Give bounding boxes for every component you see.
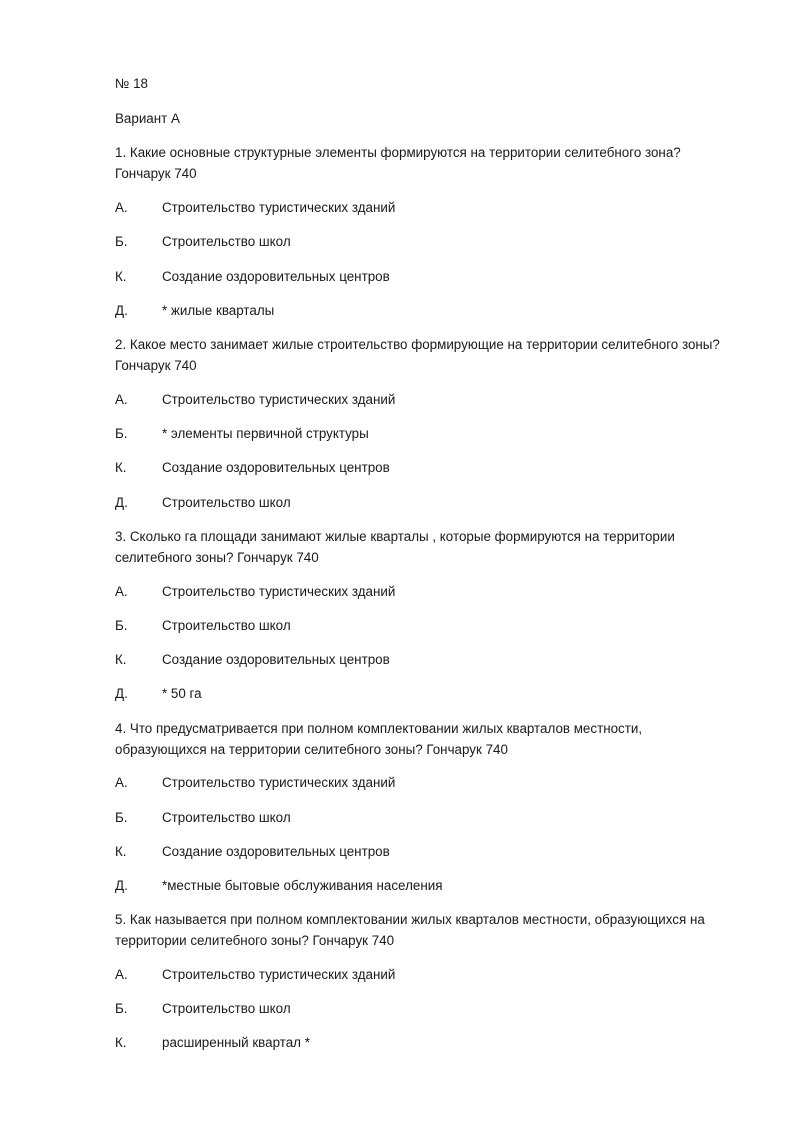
question-3-line-2: селитебного зоны? Гончарук 740 bbox=[115, 550, 319, 565]
question-4-line-1: 4. Что предусматривается при полном комплектовании жилых кварталов местности, bbox=[115, 721, 643, 736]
option-text: * 50 га bbox=[162, 686, 202, 701]
question-2-line-2: Гончарук 740 bbox=[115, 358, 197, 373]
option-text: Строительство школ bbox=[162, 810, 291, 825]
option-letter: Б. bbox=[115, 1001, 128, 1016]
option-letter: Д. bbox=[115, 303, 128, 318]
option-text: Строительство школ bbox=[162, 618, 291, 633]
option-text: Строительство школ bbox=[162, 234, 291, 249]
document-number: № 18 bbox=[115, 76, 148, 91]
option-text: Создание оздоровительных центров bbox=[162, 652, 390, 667]
option-letter: К. bbox=[115, 652, 127, 667]
option-letter: Б. bbox=[115, 618, 128, 633]
variant-heading: Вариант А bbox=[115, 111, 180, 126]
option-text: расширенный квартал * bbox=[162, 1035, 310, 1050]
option-letter: А. bbox=[115, 967, 128, 982]
option-letter: А. bbox=[115, 584, 128, 599]
question-4-line-2: образующихся на территории селитебного зоны? Гончарук 740 bbox=[115, 742, 508, 757]
option-text: * жилые кварталы bbox=[162, 303, 275, 318]
option-text: Создание оздоровительных центров bbox=[162, 460, 390, 475]
option-letter: Б. bbox=[115, 426, 128, 441]
option-text: Строительство школ bbox=[162, 495, 291, 510]
option-letter: А. bbox=[115, 200, 128, 215]
option-letter: А. bbox=[115, 392, 128, 407]
option-text: Создание оздоровительных центров bbox=[162, 844, 390, 859]
option-text: Строительство туристических зданий bbox=[162, 584, 396, 599]
option-text: Строительство туристических зданий bbox=[162, 392, 396, 407]
option-letter: К. bbox=[115, 269, 127, 284]
option-text: Строительство туристических зданий bbox=[162, 775, 396, 790]
question-2-line-1: 2. Какое место занимает жилые строительство формирующие на территории селитебного зоны? bbox=[115, 337, 720, 352]
option-letter: К. bbox=[115, 844, 127, 859]
option-letter: Д. bbox=[115, 878, 128, 893]
option-letter: Б. bbox=[115, 234, 128, 249]
option-letter: К. bbox=[115, 460, 127, 475]
option-letter: Д. bbox=[115, 686, 128, 701]
option-text: Создание оздоровительных центров bbox=[162, 269, 390, 284]
question-1-line-1: 1. Какие основные структурные элементы формируются на территории селитебного зона? bbox=[115, 145, 681, 160]
option-letter: А. bbox=[115, 775, 128, 790]
question-5-line-2: территории селитебного зоны? Гончарук 740 bbox=[115, 933, 395, 948]
option-letter: Д. bbox=[115, 495, 128, 510]
option-letter: К. bbox=[115, 1035, 127, 1050]
question-5-line-1: 5. Как называется при полном комплектовании жилых кварталов местности, образующихся на bbox=[115, 912, 705, 927]
option-letter: Б. bbox=[115, 810, 128, 825]
option-text: Строительство туристических зданий bbox=[162, 967, 396, 982]
option-text: *местные бытовые обслуживания населения bbox=[162, 878, 443, 893]
question-1-line-2: Гончарук 740 bbox=[115, 166, 197, 181]
question-3-line-1: 3. Сколько га площади занимают жилые кварталы , которые формируются на территории bbox=[115, 529, 675, 544]
option-text: Строительство школ bbox=[162, 1001, 291, 1016]
option-text: * элементы первичной структуры bbox=[162, 426, 369, 441]
option-text: Строительство туристических зданий bbox=[162, 200, 396, 215]
